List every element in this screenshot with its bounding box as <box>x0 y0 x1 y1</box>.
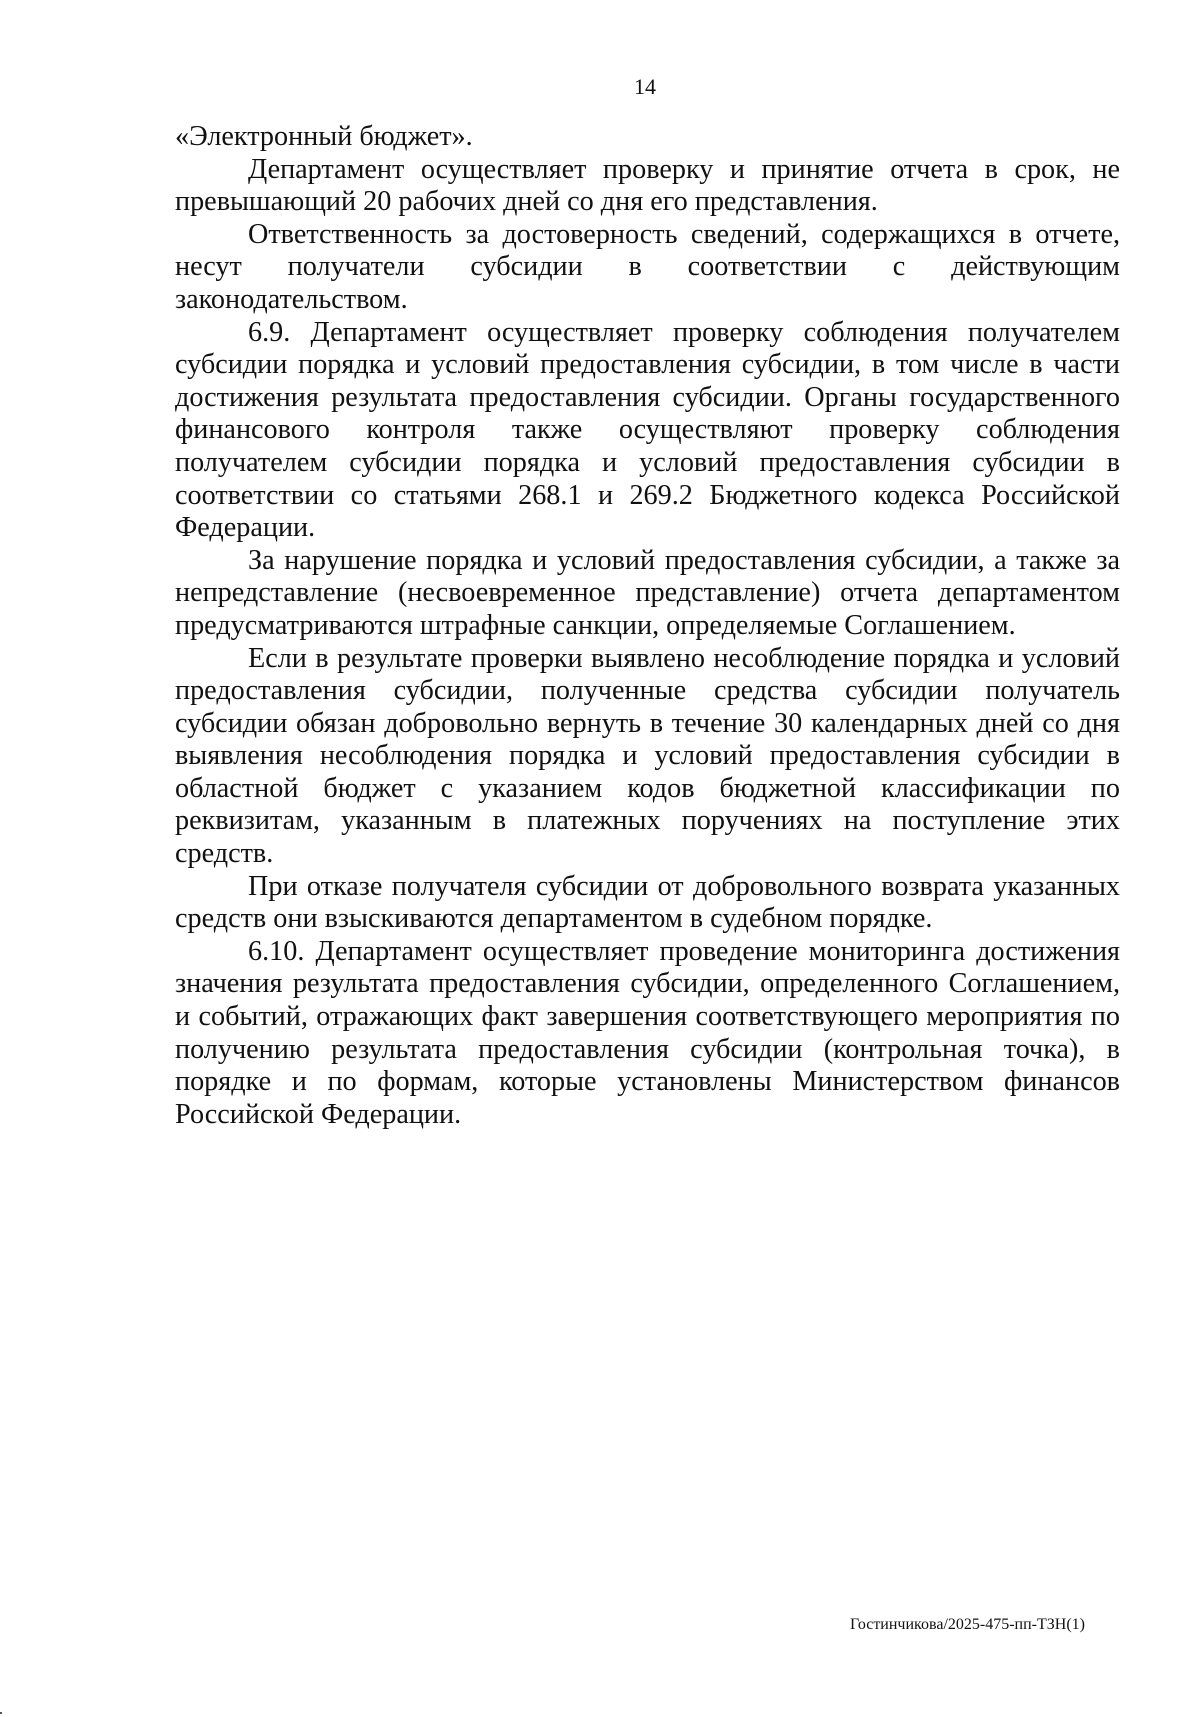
page-number: 14 <box>634 74 656 99</box>
document-body <box>175 121 1120 1131</box>
paragraph-penalties: За нарушение порядка и условий предоставления субсидии, а также за непредставление (несвоевременное представление) отчета департаментом предусматриваются штрафные санкции, определяемые Соглашением. <box>175 544 1120 641</box>
paragraph-voluntary-return: Если в результате проверки выявлено несоблюдение порядка и условий предоставления субсидии, полученные средства субсидии получатель субсидии обязан добровольно вернуть в течение 30 календарных дней со дня выявления несоблюдения порядка и условий предоставления субсидии в областной бюджет с указанием кодов бюджетной классификации по реквизитам, указанным в платежных поручениях на поступление этих средств. <box>175 642 1120 870</box>
scan-artifact <box>0 1712 2 1714</box>
paragraph-responsibility: Ответственность за достоверность сведений, содержащихся в отчете, несут получатели субсидии в соответствии с действующим законодательством. <box>175 218 1120 315</box>
paragraph-section-6-9: 6.9. Департамент осуществляет проверку соблюдения получателем субсидии порядка и условий предоставления субсидии, в том числе в части достижения результата предоставления субсидии. Органы государственного финансового контроля также осуществляют проверку соблюдения получателем субсидии порядка и условий предоставления субсидии в соответствии со статьями 268.1 и 269.2 Бюджетного кодекса Российской Федерации. <box>175 316 1120 544</box>
document-registration-code: Гостинчикова/2025-475-пп-ТЗН(1) <box>849 1616 1085 1633</box>
paragraph-continuation: «Электронный бюджет». <box>175 121 473 152</box>
paragraph-court-recovery: При отказе получателя субсидии от добровольного возврата указанных средств они взыскиваются департаментом в судебном порядке. <box>175 870 1120 935</box>
paragraph-section-6-10: 6.10. Департамент осуществляет проведение мониторинга достижения значения результата предоставления субсидии, определенного Соглашением, и событий, отражающих факт завершения соответствующего мероприятия по получению результата предоставления субсидии (контрольная точка), в порядке и по формам, которые установлены Министерством финансов Российской Федерации. <box>175 935 1120 1130</box>
paragraph-report-check-deadline: Департамент осуществляет проверку и принятие отчета в срок, не превышающий 20 рабочих дней со дня его представления. <box>175 153 1120 218</box>
